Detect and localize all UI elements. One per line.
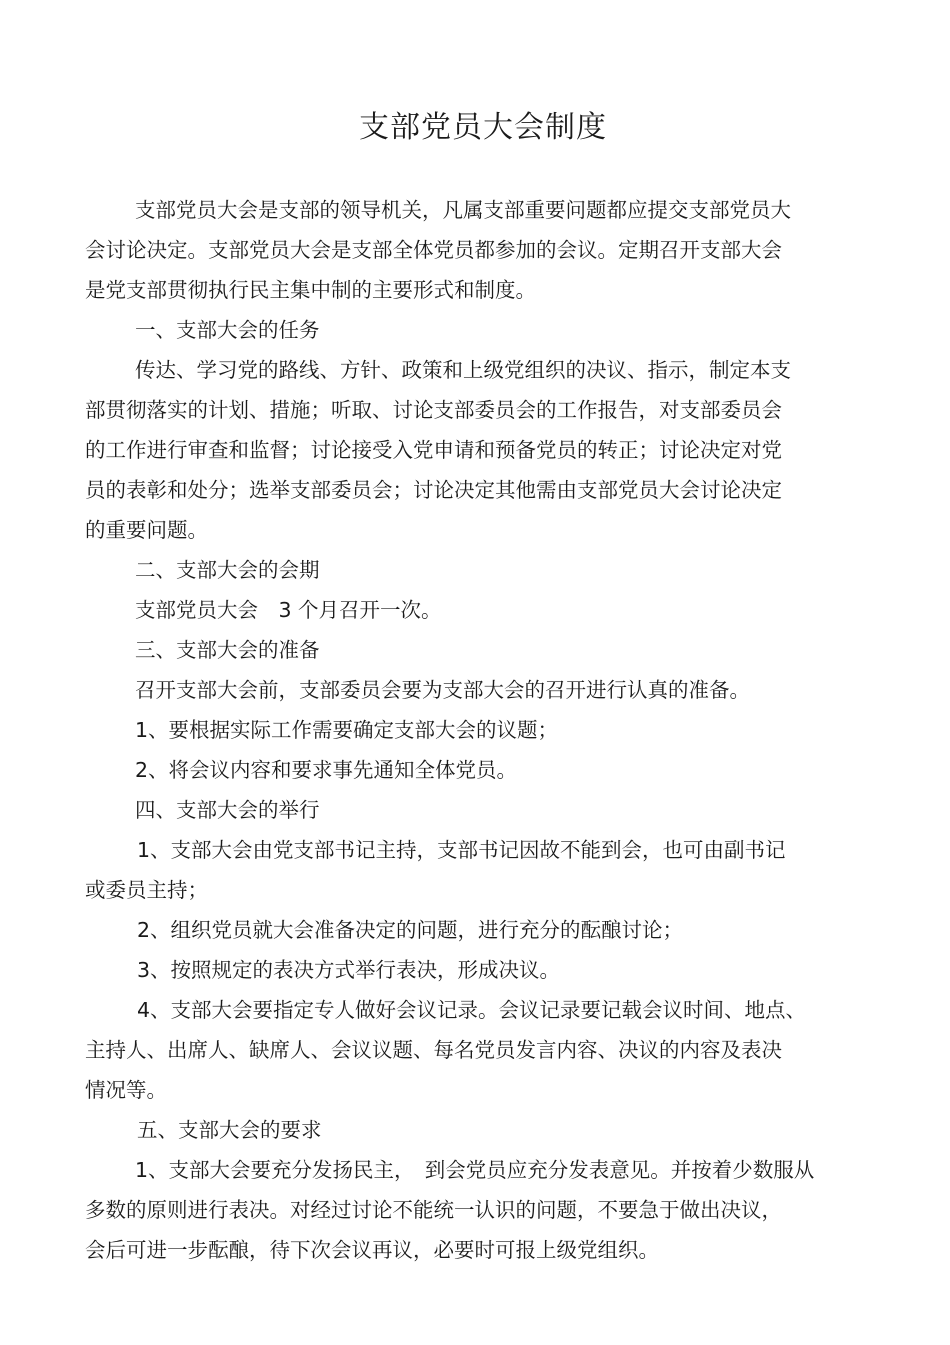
list-item: 3、按照规定的表决方式举行表决，形成决议。: [137, 958, 561, 982]
paragraph-line: 或委员主持；: [85, 878, 208, 902]
paragraph-line: 传达、学习党的路线、方针、政策和上级党组织的决议、指示，制定本支: [135, 358, 791, 382]
paragraph-line: 的工作进行审查和监督；讨论接受入党申请和预备党员的转正；讨论决定对党: [85, 438, 782, 462]
paragraph-line: 支部党员大会是支部的领导机关，凡属支部重要问题都应提交支部党员大: [135, 198, 791, 222]
section-heading: 二、支部大会的会期: [135, 558, 320, 582]
paragraph-line: 主持人、出席人、缺席人、会议议题、每名党员发言内容、决议的内容及表决: [85, 1038, 782, 1062]
paragraph-line: 支部党员大会 3 个月召开一次。: [135, 598, 442, 622]
paragraph-line: 的重要问题。: [85, 518, 208, 542]
paragraph-line: 召开支部大会前，支部委员会要为支部大会的召开进行认真的准备。: [135, 678, 750, 702]
list-item: 2、将会议内容和要求事先通知全体党员。: [135, 758, 518, 782]
list-item: 4、支部大会要指定专人做好会议记录。会议记录要记载会议时间、地点、: [137, 998, 807, 1022]
paragraph-line: 是党支部贯彻执行民主集中制的主要形式和制度。: [85, 278, 536, 302]
paragraph-line: 情况等。: [85, 1078, 167, 1102]
list-item: 1、要根据实际工作需要确定支部大会的议题；: [135, 718, 559, 742]
paragraph-line: 会讨论决定。支部党员大会是支部全体党员都参加的会议。定期召开支部大会: [85, 238, 782, 262]
list-item: 1、支部大会由党支部书记主持，支部书记因故不能到会，也可由副书记: [137, 838, 786, 862]
list-item: 2、组织党员就大会准备决定的问题，进行充分的酝酿讨论；: [137, 918, 684, 942]
paragraph-line: 多数的原则进行表决。对经过讨论不能统一认识的问题，不要急于做出决议，: [85, 1198, 782, 1222]
section-heading: 一、支部大会的任务: [135, 318, 320, 342]
section-heading: 四、支部大会的举行: [135, 798, 320, 822]
list-item: 1、支部大会要充分发扬民主， 到会党员应充分发表意见。并按着少数服从: [135, 1158, 815, 1182]
paragraph-line: 会后可进一步酝酿，待下次会议再议，必要时可报上级党组织。: [85, 1238, 659, 1262]
paragraph-line: 员的表彰和处分；选举支部委员会；讨论决定其他需由支部党员大会讨论决定: [85, 478, 782, 502]
section-heading: 五、支部大会的要求: [137, 1118, 322, 1142]
section-heading: 三、支部大会的准备: [135, 638, 320, 662]
document-title: 支部党员大会制度: [359, 110, 607, 145]
paragraph-line: 部贯彻落实的计划、措施；听取、讨论支部委员会的工作报告，对支部委员会: [85, 398, 782, 422]
